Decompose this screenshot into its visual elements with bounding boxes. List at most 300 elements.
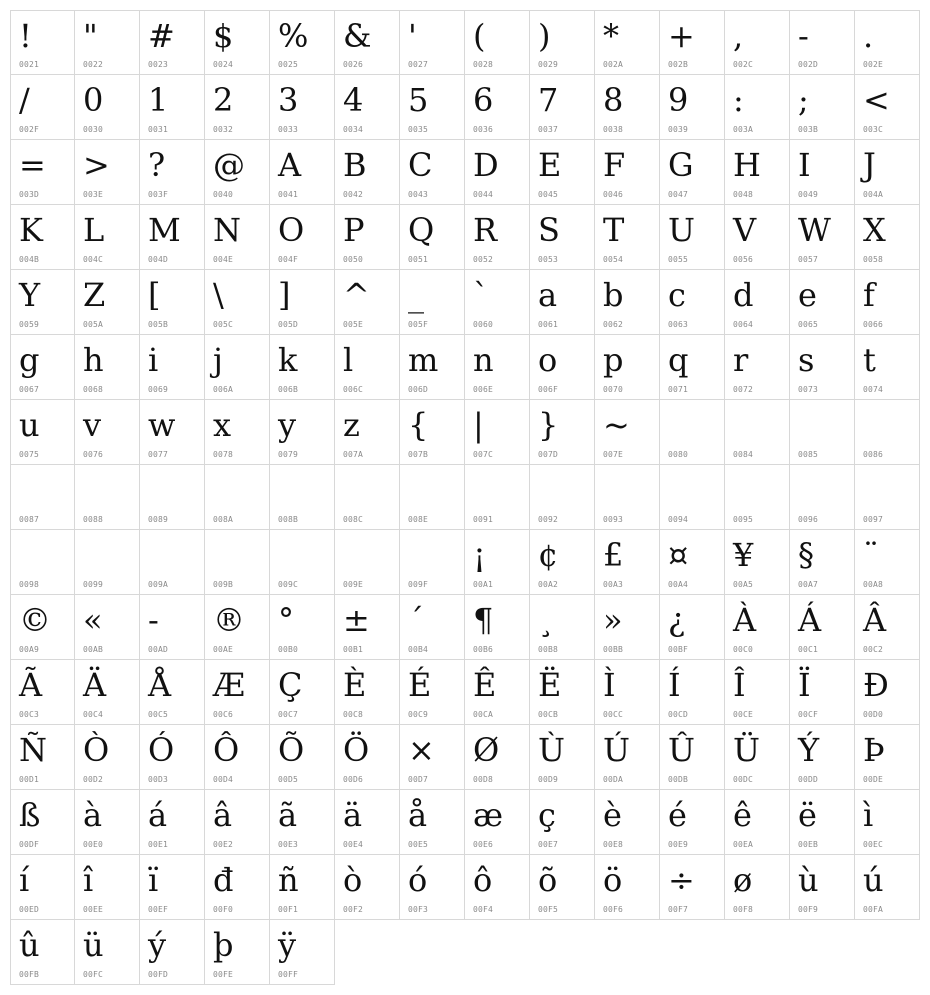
glyph-code-label: 00D3 (148, 775, 169, 784)
glyph-cell (465, 205, 530, 270)
glyph-char: ± (343, 601, 370, 639)
glyph-code-label: 0043 (408, 190, 429, 199)
glyph-code-label: 00B8 (538, 645, 559, 654)
glyph-char: 8 (603, 81, 624, 119)
glyph-code-label: 00DA (603, 775, 624, 784)
glyph-code-label: 005D (278, 320, 299, 329)
glyph-code-label: 00FF (278, 970, 299, 979)
glyph-cell (530, 725, 595, 790)
glyph-cell (790, 530, 855, 595)
glyph-code-label: 0031 (148, 125, 169, 134)
glyph-cell (530, 270, 595, 335)
glyph-cell (270, 205, 335, 270)
glyph-cell (10, 920, 75, 985)
glyph-char: å (408, 796, 428, 834)
glyph-cell (725, 75, 790, 140)
glyph-char: f (863, 276, 875, 314)
glyph-char: $ (213, 17, 234, 55)
glyph-cell (595, 855, 660, 920)
glyph-code-label: 004B (19, 255, 40, 264)
glyph-cell (855, 660, 920, 725)
glyph-code-label: 00CA (473, 710, 494, 719)
glyph-char: ) (538, 17, 551, 55)
glyph-code-label: 00A3 (603, 580, 624, 589)
glyph-cell (855, 465, 920, 530)
glyph-char: ú (863, 861, 884, 899)
glyph-code-label: 005E (343, 320, 364, 329)
glyph-code-label: 00B6 (473, 645, 494, 654)
glyph-cell (205, 920, 270, 985)
glyph-cell (660, 855, 725, 920)
glyph-code-label: 003F (148, 190, 169, 199)
glyph-code-label: 00E7 (538, 840, 559, 849)
glyph-code-label: 007D (538, 450, 559, 459)
glyph-cell (205, 530, 270, 595)
glyph-code-label: 0078 (213, 450, 234, 459)
glyph-code-label: 0096 (798, 515, 819, 524)
glyph-cell (725, 205, 790, 270)
glyph-char: Ü (733, 731, 760, 769)
glyph-char: T (603, 211, 625, 249)
glyph-cell (855, 75, 920, 140)
glyph-char: B (343, 146, 367, 184)
glyph-cell (270, 465, 335, 530)
glyph-cell (10, 465, 75, 530)
glyph-code-label: 00C6 (213, 710, 234, 719)
glyph-cell (725, 595, 790, 660)
glyph-code-label: 008A (213, 515, 234, 524)
glyph-cell (140, 270, 205, 335)
glyph-cell (270, 660, 335, 725)
glyph-cell (400, 270, 465, 335)
glyph-cell (725, 465, 790, 530)
glyph-cell (595, 660, 660, 725)
glyph-code-label: 00F7 (668, 905, 689, 914)
glyph-code-label: 00EB (798, 840, 819, 849)
glyph-cell (400, 660, 465, 725)
glyph-code-label: 0061 (538, 320, 559, 329)
glyph-cell (400, 400, 465, 465)
glyph-cell (75, 465, 140, 530)
glyph-cell (205, 205, 270, 270)
glyph-code-label: 009F (408, 580, 429, 589)
character-map-grid (10, 10, 920, 985)
glyph-char: q (668, 341, 689, 379)
glyph-cell (140, 205, 205, 270)
glyph-code-label: 0055 (668, 255, 689, 264)
glyph-cell (595, 400, 660, 465)
glyph-code-label: 0030 (83, 125, 104, 134)
glyph-char: ê (733, 796, 752, 834)
glyph-code-label: 002C (733, 60, 754, 69)
glyph-code-label: 00A5 (733, 580, 754, 589)
glyph-code-label: 00D8 (473, 775, 494, 784)
glyph-code-label: 002F (19, 125, 40, 134)
glyph-code-label: 0022 (83, 60, 104, 69)
glyph-code-label: 0070 (603, 385, 624, 394)
glyph-code-label: 008E (408, 515, 429, 524)
glyph-char: Ä (83, 666, 107, 704)
glyph-char: g (19, 341, 40, 379)
glyph-code-label: 003E (83, 190, 104, 199)
glyph-char: F (603, 146, 626, 184)
glyph-cell (270, 140, 335, 205)
glyph-code-label: 0073 (798, 385, 819, 394)
glyph-char: * (603, 17, 619, 55)
glyph-cell (335, 140, 400, 205)
glyph-char: Ø (473, 731, 500, 769)
glyph-char: ¡ (473, 536, 486, 574)
glyph-char: é (668, 796, 687, 834)
glyph-code-label: 00EA (733, 840, 754, 849)
glyph-char: N (213, 211, 241, 249)
glyph-code-label: 0042 (343, 190, 364, 199)
glyph-code-label: 004F (278, 255, 299, 264)
glyph-char: ¿ (668, 601, 686, 639)
glyph-cell (205, 855, 270, 920)
glyph-code-label: 0069 (148, 385, 169, 394)
glyph-cell (465, 400, 530, 465)
glyph-code-label: 009A (148, 580, 169, 589)
glyph-code-label: 003A (733, 125, 754, 134)
glyph-cell (595, 335, 660, 400)
glyph-code-label: 0028 (473, 60, 494, 69)
glyph-char: Î (733, 666, 746, 704)
glyph-cell (790, 140, 855, 205)
glyph-char: Ö (343, 731, 370, 769)
glyph-char: h (83, 341, 104, 379)
glyph-cell (335, 75, 400, 140)
glyph-cell (75, 400, 140, 465)
glyph-code-label: 00A2 (538, 580, 559, 589)
glyph-char: Ã (19, 666, 43, 704)
glyph-cell (725, 855, 790, 920)
glyph-cell (75, 270, 140, 335)
glyph-char: S (538, 211, 560, 249)
glyph-code-label: 0086 (863, 450, 884, 459)
glyph-cell (465, 595, 530, 660)
glyph-char: § (798, 536, 814, 574)
glyph-code-label: 00CD (668, 710, 689, 719)
glyph-char: ® (213, 601, 245, 639)
glyph-code-label: 0094 (668, 515, 689, 524)
glyph-cell (465, 465, 530, 530)
glyph-char: + (668, 17, 695, 55)
glyph-code-label: 007E (603, 450, 624, 459)
glyph-cell (465, 140, 530, 205)
glyph-char: j (213, 341, 223, 379)
glyph-code-label: 0047 (668, 190, 689, 199)
glyph-code-label: 00B4 (408, 645, 429, 654)
glyph-cell (595, 595, 660, 660)
glyph-cell (595, 270, 660, 335)
glyph-code-label: 00CB (538, 710, 559, 719)
glyph-char: Ð (863, 666, 889, 704)
glyph-char: y (278, 406, 297, 444)
glyph-code-label: 00F8 (733, 905, 754, 914)
glyph-char: Ô (213, 731, 240, 769)
glyph-cell (140, 140, 205, 205)
glyph-char: 3 (278, 81, 299, 119)
glyph-char: Ë (538, 666, 562, 704)
glyph-char: ¥ (733, 536, 754, 574)
glyph-char: k (278, 341, 298, 379)
glyph-code-label: 00CE (733, 710, 754, 719)
glyph-code-label: 0027 (408, 60, 429, 69)
glyph-cell (335, 270, 400, 335)
glyph-cell (855, 790, 920, 855)
glyph-cell (595, 205, 660, 270)
glyph-code-label: 0072 (733, 385, 754, 394)
glyph-code-label: 00A9 (19, 645, 40, 654)
glyph-char: Õ (278, 731, 305, 769)
glyph-code-label: 0036 (473, 125, 494, 134)
glyph-code-label: 0097 (863, 515, 884, 524)
glyph-code-label: 00CF (798, 710, 819, 719)
glyph-cell (335, 855, 400, 920)
glyph-char: ü (83, 926, 104, 964)
glyph-cell (595, 140, 660, 205)
glyph-char: < (863, 81, 890, 119)
glyph-code-label: 00FC (83, 970, 104, 979)
glyph-char: × (408, 731, 435, 769)
glyph-cell (10, 725, 75, 790)
glyph-char: ç (538, 796, 556, 834)
glyph-code-label: 00FE (213, 970, 234, 979)
glyph-code-label: 0064 (733, 320, 754, 329)
glyph-char: ^ (343, 276, 370, 314)
glyph-char: V (733, 211, 757, 249)
glyph-cell (465, 790, 530, 855)
glyph-code-label: 00DF (19, 840, 40, 849)
glyph-code-label: 0046 (603, 190, 624, 199)
glyph-code-label: 002E (863, 60, 884, 69)
glyph-char: ÿ (278, 926, 297, 964)
glyph-cell (400, 140, 465, 205)
glyph-cell (10, 335, 75, 400)
glyph-cell (660, 75, 725, 140)
glyph-code-label: 0087 (19, 515, 40, 524)
glyph-code-label: 0091 (473, 515, 494, 524)
glyph-char: , (733, 17, 744, 55)
glyph-char: 4 (343, 81, 364, 119)
glyph-char: ' (408, 17, 417, 55)
glyph-cell (790, 335, 855, 400)
glyph-char: ¨ (863, 536, 879, 574)
glyph-cell (790, 790, 855, 855)
glyph-char: C (408, 146, 433, 184)
glyph-cell (465, 10, 530, 75)
glyph-cell (10, 660, 75, 725)
glyph-cell (465, 530, 530, 595)
glyph-cell (10, 530, 75, 595)
glyph-cell (400, 725, 465, 790)
glyph-char: » (603, 601, 623, 639)
glyph-code-label: 0060 (473, 320, 494, 329)
glyph-cell (10, 855, 75, 920)
glyph-char: r (733, 341, 749, 379)
glyph-code-label: 0071 (668, 385, 689, 394)
glyph-code-label: 0066 (863, 320, 884, 329)
glyph-char: c (668, 276, 686, 314)
glyph-code-label: 00FB (19, 970, 40, 979)
glyph-cell (855, 205, 920, 270)
glyph-cell (270, 855, 335, 920)
glyph-code-label: 00D5 (278, 775, 299, 784)
glyph-char: / (19, 81, 30, 119)
glyph-char: ´ (408, 601, 424, 639)
glyph-cell (400, 790, 465, 855)
glyph-code-label: 00E9 (668, 840, 689, 849)
glyph-char: Ò (83, 731, 110, 769)
glyph-char: 1 (148, 81, 169, 119)
glyph-cell (790, 595, 855, 660)
glyph-char: L (83, 211, 105, 249)
glyph-code-label: 00F9 (798, 905, 819, 914)
glyph-cell (140, 660, 205, 725)
glyph-code-label: 00E3 (278, 840, 299, 849)
glyph-char: Q (408, 211, 435, 249)
glyph-code-label: 00D1 (19, 775, 40, 784)
glyph-char: Ñ (19, 731, 47, 769)
glyph-code-label: 00AB (83, 645, 104, 654)
glyph-cell (75, 140, 140, 205)
glyph-code-label: 00C2 (863, 645, 884, 654)
glyph-code-label: 00D6 (343, 775, 364, 784)
glyph-cell (660, 205, 725, 270)
glyph-cell (270, 790, 335, 855)
glyph-char: w (148, 406, 176, 444)
glyph-cell (400, 75, 465, 140)
glyph-cell (790, 855, 855, 920)
glyph-cell (75, 75, 140, 140)
glyph-cell (790, 10, 855, 75)
glyph-cell (400, 10, 465, 75)
glyph-cell (595, 790, 660, 855)
glyph-code-label: 006D (408, 385, 429, 394)
glyph-char: o (538, 341, 558, 379)
glyph-cell (660, 465, 725, 530)
glyph-cell (10, 270, 75, 335)
glyph-code-label: 0077 (148, 450, 169, 459)
glyph-code-label: 0054 (603, 255, 624, 264)
glyph-cell (205, 75, 270, 140)
glyph-cell (400, 595, 465, 660)
glyph-cell (790, 725, 855, 790)
glyph-char: i (148, 341, 159, 379)
glyph-char: Ú (603, 731, 630, 769)
glyph-char: ] (278, 276, 291, 314)
glyph-char: ó (408, 861, 428, 899)
glyph-cell (335, 790, 400, 855)
glyph-code-label: 00E6 (473, 840, 494, 849)
glyph-char: ; (798, 81, 809, 119)
glyph-cell (660, 660, 725, 725)
glyph-char: D (473, 146, 499, 184)
glyph-char: É (408, 666, 432, 704)
glyph-cell (75, 790, 140, 855)
glyph-char: Ù (538, 731, 565, 769)
glyph-char: ! (19, 17, 32, 55)
glyph-cell (10, 595, 75, 660)
glyph-char: M (148, 211, 181, 249)
glyph-code-label: 00EC (863, 840, 884, 849)
glyph-cell (75, 595, 140, 660)
glyph-cell (790, 400, 855, 465)
glyph-cell (465, 270, 530, 335)
glyph-cell (335, 10, 400, 75)
glyph-cell (205, 400, 270, 465)
glyph-code-label: 00A7 (798, 580, 819, 589)
glyph-char: ý (148, 926, 167, 964)
glyph-code-label: 0059 (19, 320, 40, 329)
glyph-char: Û (668, 731, 695, 769)
glyph-cell (660, 530, 725, 595)
glyph-code-label: 0099 (83, 580, 104, 589)
glyph-char: Í (668, 666, 681, 704)
glyph-char: Y (19, 276, 41, 314)
glyph-code-label: 0040 (213, 190, 234, 199)
glyph-cell (725, 270, 790, 335)
glyph-char: J (863, 146, 876, 184)
glyph-code-label: 00C4 (83, 710, 104, 719)
glyph-code-label: 0079 (278, 450, 299, 459)
glyph-cell (335, 205, 400, 270)
glyph-code-label: 00BB (603, 645, 624, 654)
glyph-char: W (798, 211, 831, 249)
glyph-cell (660, 790, 725, 855)
glyph-cell (140, 855, 205, 920)
glyph-cell (140, 595, 205, 660)
glyph-code-label: 0032 (213, 125, 234, 134)
glyph-cell (140, 10, 205, 75)
glyph-cell (725, 10, 790, 75)
glyph-cell (595, 465, 660, 530)
glyph-char: ` (473, 276, 489, 314)
glyph-cell (205, 335, 270, 400)
glyph-cell (400, 855, 465, 920)
glyph-cell (855, 530, 920, 595)
glyph-cell (140, 465, 205, 530)
glyph-code-label: 006B (278, 385, 299, 394)
glyph-code-label: 00D2 (83, 775, 104, 784)
glyph-char: 5 (408, 81, 429, 119)
glyph-char: « (83, 601, 103, 639)
glyph-cell (335, 725, 400, 790)
glyph-char: û (19, 926, 40, 964)
glyph-code-label: 009C (278, 580, 299, 589)
glyph-code-label: 00D9 (538, 775, 559, 784)
glyph-code-label: 007A (343, 450, 364, 459)
glyph-code-label: 00D7 (408, 775, 429, 784)
glyph-char: _ (408, 276, 424, 314)
glyph-code-label: 0092 (538, 515, 559, 524)
glyph-char: Ì (603, 666, 616, 704)
glyph-char: E (538, 146, 562, 184)
glyph-cell (530, 400, 595, 465)
glyph-code-label: 0085 (798, 450, 819, 459)
glyph-char: Â (863, 601, 887, 639)
glyph-code-label: 00B0 (278, 645, 299, 654)
glyph-code-label: 00A8 (863, 580, 884, 589)
glyph-code-label: 002A (603, 60, 624, 69)
glyph-code-label: 00DC (733, 775, 754, 784)
glyph-code-label: 003D (19, 190, 40, 199)
glyph-code-label: 0052 (473, 255, 494, 264)
glyph-char: | (473, 406, 484, 444)
glyph-char: ? (148, 146, 166, 184)
glyph-cell (140, 335, 205, 400)
